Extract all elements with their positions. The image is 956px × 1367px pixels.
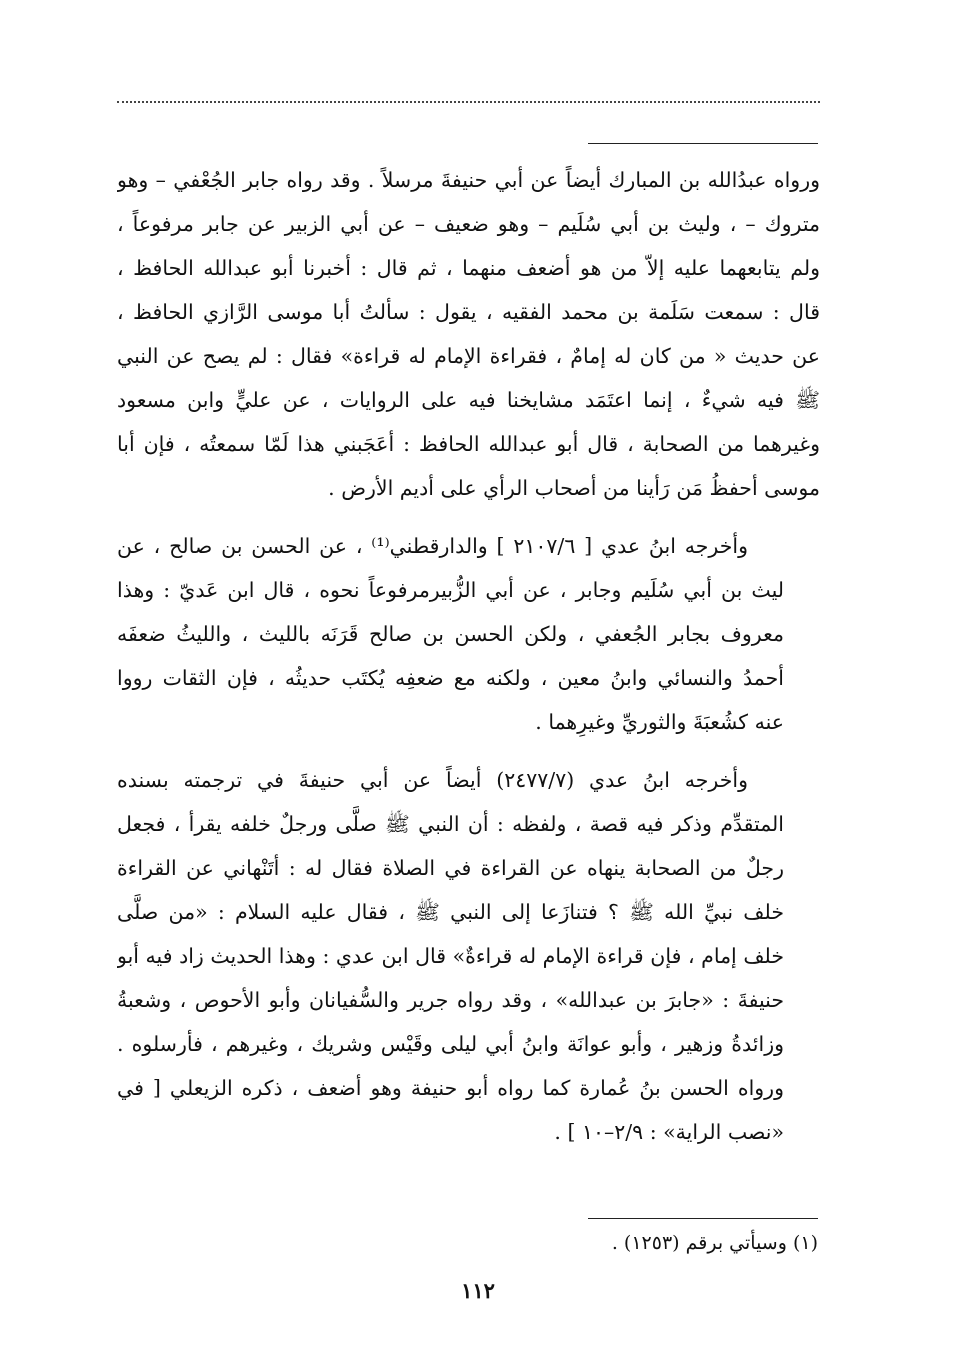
- text-line: متروك – ، وليث بن أبي سُلَيم – وهو ضعيف – عن أبي الزبير عن جابر مرفوعاً ،: [117, 212, 820, 236]
- footnote-rule: [588, 1218, 818, 1219]
- header-dotted-rule: [117, 101, 820, 103]
- text-line: ولم يتابعهما عليه إلاّ من هو أضعف منهما ، ثم قال : أخبرنا أبو عبدالله الحافظ ،: [117, 256, 820, 280]
- text-line: حنيفةَ : «جابرَ بن عبدالله» ، وقد رواه جرير والسُّفيانان وأبو الأحوص ، وشعبةُ: [117, 988, 784, 1012]
- text-line: وأخرجه ابنُ عدي [ ٢١٠٧/٦ ] والدارقطني⁽¹⁾ ، عن الحسن بن صالح ، عن: [117, 534, 748, 558]
- text-line: رجلٌ من الصحابة ينهاه عن القراءة في الصلاة فقال له : أتَنْهاني عن القراءة: [117, 856, 784, 880]
- text-line: قال : سمعت سَلَمة بن محمد الفقيه ، يقول : سألتُ أبا موسى الرَّازي الحافظ ،: [117, 300, 820, 324]
- text-line: وغيرهما من الصحابة ، قال أبو عبدالله الحافظ : أعَجَبني هذا لَمّا سمعتُه ، فإن أبا: [117, 432, 820, 456]
- header-short-rule: [588, 143, 818, 144]
- paragraph: [117, 524, 820, 744]
- text-line: معروف بجابر الجُعفي ، ولكن الحسن بن صالح قَرَنَه بالليث ، والليثُ ضعفَه: [117, 622, 784, 646]
- page-number: ١١٢: [461, 1278, 495, 1303]
- text-line: عنه كشُعبَةَ والثوريِّ وغيرِهما .: [535, 710, 784, 734]
- text-line: ﷺ فيه شيءٌ ، إنما اعتَمَد مشايخنا فيه على الروايات ، عن عليٍّ وابن مسعود: [117, 388, 820, 412]
- text-line: أحمدُ والنسائي وابنُ معين ، ولكنه مع ضعفِه يُكتَب حديثُه ، فإن الثقات رووا: [117, 666, 784, 690]
- text-line: «نصب الراية» : ٢/٩–١٠ ] .: [554, 1120, 784, 1144]
- paragraph: [117, 158, 820, 510]
- footnote: (١) وسيأتي برقم (١٢٥٣) .: [611, 1232, 818, 1254]
- text-line: وزائدةُ وزهير ، وأبو عوانَة وابنُ أبي ليلى وقَيْس وشريك ، وغيرهم ، فأرسلوه .: [117, 1032, 784, 1056]
- paragraph: [117, 758, 820, 1154]
- body-text: [117, 158, 820, 1168]
- text-line: ورواه عبدُالله بن المبارك أيضاً عن أبي حنيفةَ مرسلاً . وقد رواه جابر الجُعْفي – وهو: [117, 168, 820, 192]
- text-line: عن حديث « من كان له إمامٌ ، فقراءة الإمام له قراءة» فقال : لم يصح عن النبي: [117, 344, 820, 368]
- text-line: ليث بن أبي سُلَيم وجابر ، عن أبي الزُّبيرمرفوعاً نحوه ، قال ابن عَديّ : وهذا: [117, 578, 784, 602]
- text-line: المتقدِّم وذكر فيه قصة ، ولفظه : أن النبي ﷺ صلَّى ورجلٌ خلفه يقرأ ، فجعل: [117, 812, 784, 836]
- text-line: وأخرجه ابنُ عدي (٢٤٧٧/٧) أيضاً عن أبي حنيفةَ في ترجمته بسنده: [117, 768, 748, 792]
- text-line: خلف نبيِّ الله ﷺ ؟ فتنازَعا إلى النبي ﷺ ، فقال عليه السلام : «من صلَّى: [117, 900, 784, 924]
- text-line: ورواه الحسن بنُ عُمارة كما رواه أبو حنيفة وهو أضعف ، ذكره الزيعلي [ في: [117, 1076, 784, 1100]
- text-line: موسى أحفظُ مَن رَأينا من أصحاب الرأي على أديم الأرض .: [328, 476, 820, 500]
- text-line: خلف إمام ، فإن قراءة الإمام له قراءةٌ» قال ابن عدي : وهذا الحديث زاد فيه أبو: [117, 944, 784, 968]
